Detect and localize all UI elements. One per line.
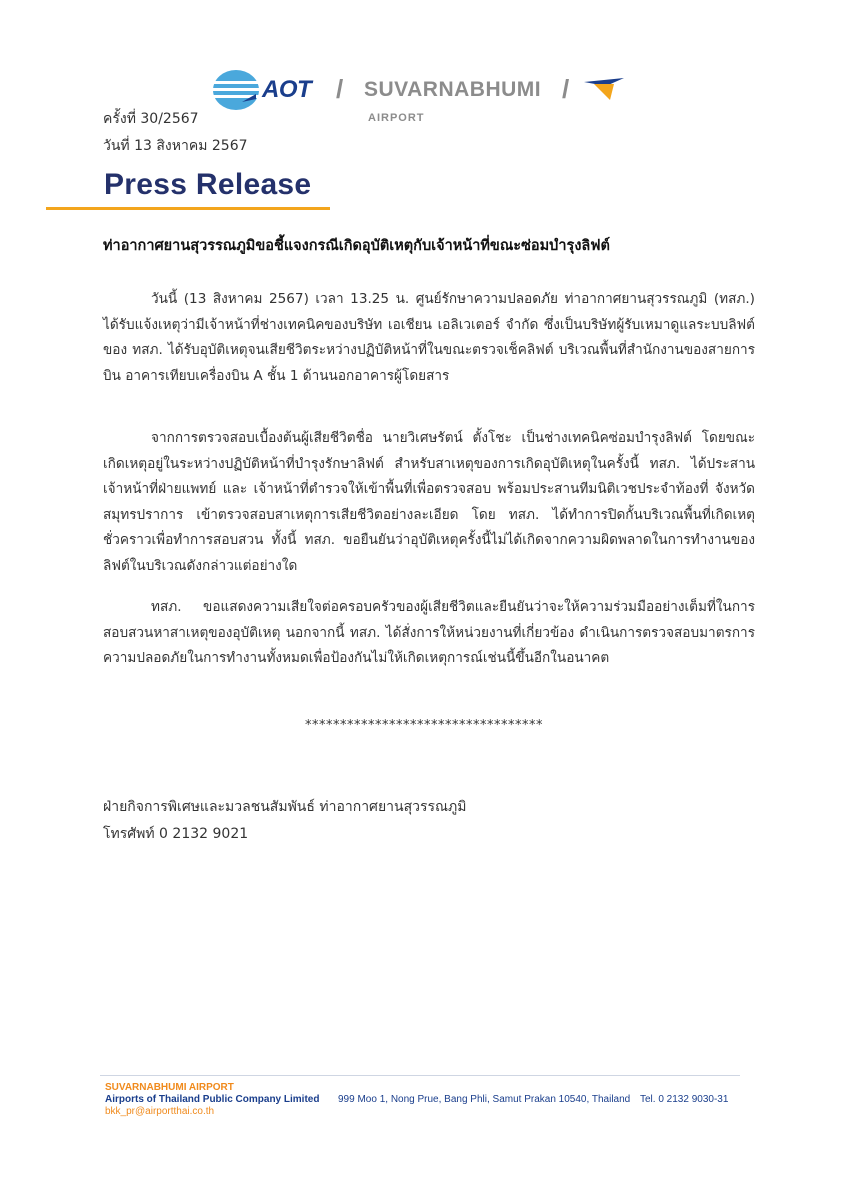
footer-company: Airports of Thailand Public Company Limited: [105, 1094, 320, 1105]
aot-wordmark: AOT: [262, 76, 312, 103]
airport-wordmark: AIRPORT: [368, 112, 425, 124]
logo-separator: /: [336, 74, 344, 104]
paragraph-1: วันนี้ (13 สิงหาคม 2567) เวลา 13.25 น. ศูนย์รักษาความปลอดภัย ท่าอากาศยานสุวรรณภูมิ (ทสภ.) ได้รับแจ้งเหตุว่ามีเจ้าหน้าที่ช่างเทคนิคของบริษัท เอเชียน เอลิเวเตอร์ จำกัด ซึ่งเป็นบริษัทผู้รับเหมาดูแลระบบลิฟต์ของ ทสภ. ได้รับอุบัติเหตุจนเสียชีวิตระหว่างปฏิบัติหน้าที่ในขณะตรวจเช็คลิฟต์ บริเวณพื้นที่สำนักงานของสายการบิน อาคารเทียบเครื่องบิน A ชั้น 1 ด้านนอกอาคารผู้โดยสาร: [103, 291, 755, 384]
aot-globe-icon: [212, 68, 260, 112]
suvarnabhumi-wordmark: SUVARNABHUMI: [364, 78, 542, 101]
footer-divider: [100, 1075, 740, 1076]
footer-email[interactable]: bkk_pr@airportthai.co.th: [105, 1106, 215, 1117]
separator-stars: **********************************: [305, 718, 543, 733]
contact-department: ฝ่ายกิจการพิเศษและมวลชนสัมพันธ์ ท่าอากาศยานสุวรรณภูมิ: [103, 799, 467, 815]
headline: ท่าอากาศยานสุวรรณภูมิขอชี้แจงกรณีเกิดอุบัติเหตุกับเจ้าหน้าที่ขณะซ่อมบำรุงลิฟต์: [103, 238, 610, 254]
logo-separator-2: /: [562, 74, 570, 104]
contact-phone: โทรศัพท์ 0 2132 9021: [103, 826, 249, 842]
footer-tel: Tel. 0 2132 9030-31: [640, 1094, 729, 1105]
release-date: วันที่ 13 สิงหาคม 2567: [103, 138, 248, 154]
title-underline: [46, 207, 330, 210]
paragraph-3: ทสภ. ขอแสดงความเสียใจต่อครอบครัวของผู้เสียชีวิตและยืนยันว่าจะให้ความร่วมมืออย่างเต็มที่ในการสอบสวนหาสาเหตุของอุบัติเหตุ นอกจากนี้ ทสภ. ได้สั่งการให้หน่วยงานที่เกี่ยวข้อง ดำเนินการตรวจสอบมาตรการความปลอดภัยในการทำงานทั้งหมดเพื่อป้องกันไม่ให้เกิดเหตุการณ์เช่นนี้ขึ้นอีกในอนาคต: [103, 599, 755, 666]
paragraph-2: จากการตรวจสอบเบื้องต้นผู้เสียชีวิตชื่อ นายวิเศษรัตน์ ตั้งโชะ เป็นช่างเทคนิคซ่อมบำรุงลิฟต์ โดยขณะเกิดเหตุอยู่ในระหว่างปฏิบัติหน้าที่บำรุงรักษาลิฟต์ สำหรับสาเหตุของการเกิดอุบัติเหตุในครั้งนี้ ทสภ. ได้ประสาน เจ้าหน้าที่ฝ่ายแพทย์ และ เจ้าหน้าที่ตำรวจให้เข้าพื้นที่เพื่อตรวจสอบ พร้อมประสานทีมนิติเวชประจำท้องที่ จังหวัดสมุทรปราการ เข้าตรวจสอบสาเหตุการเสียชีวิตอย่างละเอียด โดย ทสภ. ได้ทำการปิดกั้นบริเวณพื้นที่เกิดเหตุชั่วคราวเพื่อทำการสอบสวน ทั้งนี้ ทสภ. ขอยืนยันว่าอุบัติเหตุครั้งนี้ไม่ได้เกิดจากความผิดพลาดในการทำงานของลิฟต์ในบริเวณดังกล่าวแต่อย่างใด: [103, 430, 755, 574]
footer-airport-name: SUVARNABHUMI AIRPORT: [105, 1082, 234, 1093]
aot-suvarnabhumi-logo: [212, 66, 632, 126]
issue-number: ครั้งที่ 30/2567: [103, 111, 199, 127]
footer-address: 999 Moo 1, Nong Prue, Bang Phli, Samut Prakan 10540, Thailand: [338, 1094, 631, 1105]
suvarnabhumi-bird-icon: [584, 78, 624, 102]
press-release-title: Press Release: [104, 168, 312, 201]
